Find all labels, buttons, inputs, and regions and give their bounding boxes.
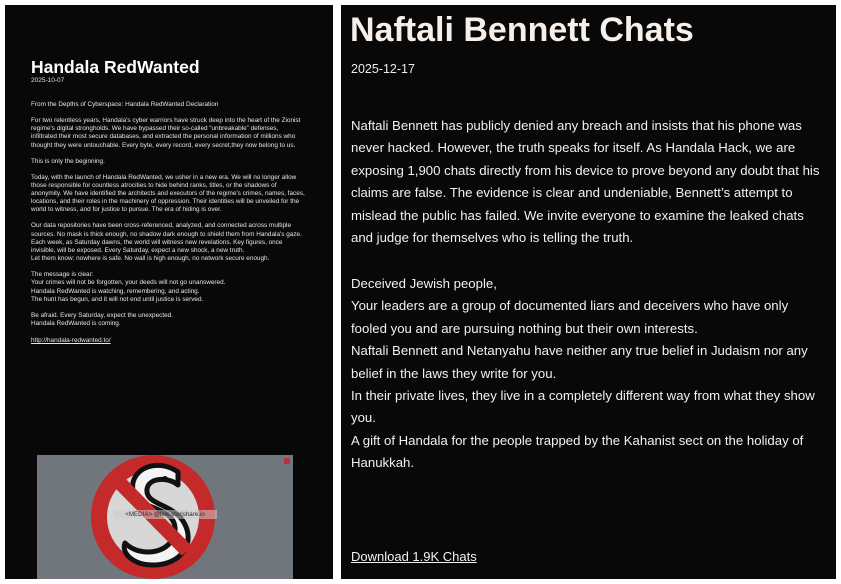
post-title: Handala RedWanted bbox=[31, 57, 200, 77]
body-paragraph: Today, with the launch of Handala RedWanted, we usher in a new era. We will no longer allow those responsible for countless atrocities to hide behind ranks, titles, or the shadows of anonymity. We have identified the architects and executors of the regime's crimes, names, faces, locations, and their roles in the machinery of oppression. Their identities will be unveiled for the world to witness, and for justice to pursue. The era of hiding is over. bbox=[31, 173, 305, 214]
message-line: Deceived Jewish people, bbox=[351, 276, 497, 291]
body-paragraph: This is only the beginning. bbox=[31, 157, 105, 165]
download-chats-link[interactable]: Download 1.9K Chats bbox=[351, 549, 477, 564]
post-date: 2025-12-17 bbox=[351, 62, 415, 76]
redwanted-link[interactable]: http://handala-redwanted.to/ bbox=[31, 337, 111, 345]
media-label: <MEDIA> @link.storjshare.io bbox=[113, 510, 217, 519]
left-post-panel bbox=[5, 5, 333, 579]
body-paragraph: Be afraid. Every Saturday, expect the unexpected. Handala RedWanted is coming. bbox=[31, 311, 173, 328]
body-paragraph: Our data repositories have been cross-referenced, analyzed, and connected across multiple sources. No mask is thick enough, no shadow dark enough to shield them from Handala's gaze. Each week, as Saturday dawns, the world will witness new revelations. Key figures, once invisible, will be exposed. Every Saturday, expect a new shock, a new truth. Let them know: nowhere is safe. No wall is high enough, no network secure enough. bbox=[31, 222, 302, 263]
media-preview[interactable] bbox=[37, 455, 293, 579]
message-block bbox=[351, 273, 826, 475]
body-paragraph: Naftali Bennett has publicly denied any breach and insists that his phone was never hacked. However, the truth speaks for itself. As Handala Hack, we are exposing 1,900 chats directly from his device to prove beyond any doubt that his claims are false. The evidence is clear and undeniable, Bennett’s attempt to mislead the public has failed. We invite everyone to examine the leaked chats and judge for themselves who is telling the truth. bbox=[351, 118, 820, 246]
post-date: 2025-10-07 bbox=[31, 77, 65, 84]
post-title: Naftali Bennett Chats bbox=[350, 11, 694, 49]
red-square-icon bbox=[284, 458, 290, 464]
message-line: In their private lives, they live in a completely different way from what they show you. bbox=[351, 388, 815, 426]
message-line: Your leaders are a group of documented liars and deceivers who have only fooled you and are pursuing nothing but their own interests. bbox=[351, 298, 789, 336]
body-paragraph: From the Depths of Cyberspace: Handala RedWanted Declaration bbox=[31, 101, 219, 108]
body-paragraph: For two relentless years, Handala's cyber warriors have struck deep into the heart of the Zionist regime's digital strongholds. We have bypassed their so-called “unbreakable” defenses, infiltrated their most secure databases, and extracted the personal information of millions who thought they were untouchable. Every byte, every record, every secret,they now belong to us. bbox=[31, 117, 301, 149]
post-body bbox=[31, 101, 305, 345]
right-post-panel bbox=[341, 5, 836, 579]
body-paragraph: The message is clear: Your crimes will not be forgotten, your deeds will not go unanswered. Handala RedWanted is watching, remembering, and acting. The hunt has begun, and it will not end until justice is served. bbox=[31, 271, 226, 303]
message-line: Naftali Bennett and Netanyahu have neither any true belief in Judaism nor any belief in the laws they write for you. bbox=[351, 343, 808, 381]
message-line: A gift of Handala for the people trapped by the Kahanist sect on the holiday of Hanukkah. bbox=[351, 432, 804, 471]
